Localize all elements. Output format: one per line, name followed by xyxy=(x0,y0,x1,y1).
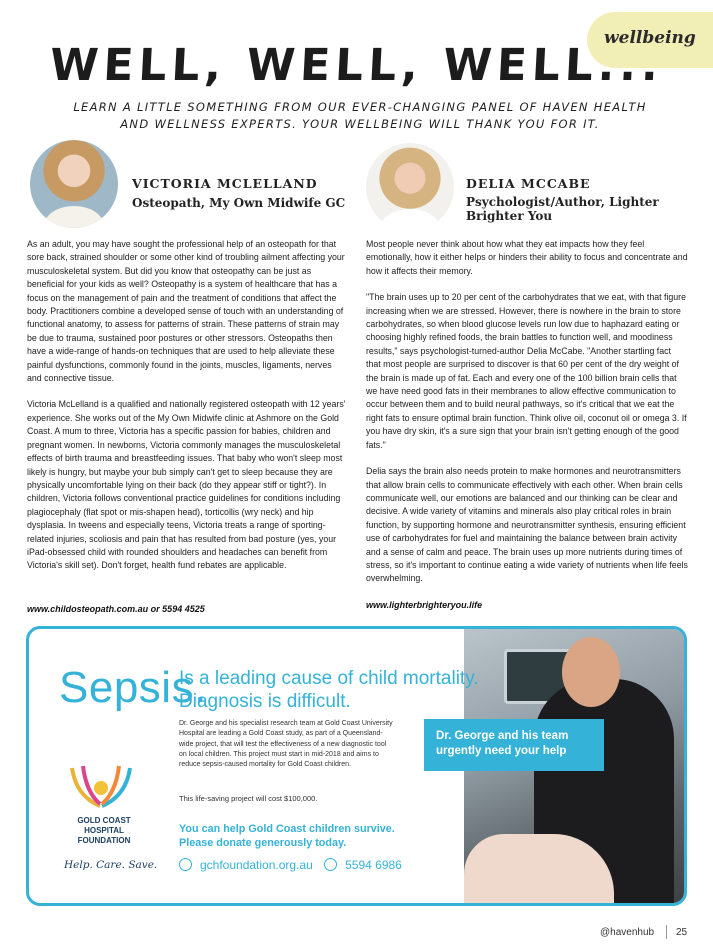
section-tab-label: wellbeing xyxy=(604,28,696,48)
phone-icon xyxy=(324,858,337,871)
ad-brand: Sepsis. xyxy=(59,663,207,712)
ad-callout: Dr. George and his team urgently need your help xyxy=(424,719,604,771)
expert-photo-victoria xyxy=(30,140,118,228)
expert-link-delia[interactable]: www.lighterbrighteryou.life xyxy=(366,600,483,610)
ad-body: Dr. George and his specialist research team at Gold Coast University Hospital are leading a Gold Coast study, as part of a Queensland-wide project, that will test the effectiveness of a new diagnostic tool on local children. This project must start in mid-2018 and aims to reduce sepsis-caused mortality for Gold Coast children. xyxy=(179,720,393,769)
expert-role: Osteopath, My Own Midwife GC xyxy=(132,196,346,210)
expert-name: VICTORIA MCLELLAND xyxy=(132,176,318,191)
foundation-logo-icon xyxy=(66,764,136,814)
page-title: WELL, WELL, WELL... xyxy=(48,40,665,91)
article-paragraph: "The brain uses up to 20 per cent of the carbohydrates that we eat, with that figure increasing when we are stressed. However, there is nowhere in the brain to store carbohydrates, so when blood glucose levels run low due to haphazard eating or choosing highly refined foods, the brain battles to function well, and moodiness results," says psychologist-turned-author Delia McCabe. "Another startling fact that most people are surprised to discover is that 60 per cent of the dry weight of the brain is made up of fat. Each and every one of the 100 billion brain cells that we have need good fats in their membranes to allow effective communication to occur between them and to build neural pathways, so it's critical that we eat the right fats to ensure optimal brain function. Think olive oil, coconut oil or omega 3. If you have dry skin, it's a sure sign that your brain isn't getting enough of the good fats." xyxy=(366,292,687,450)
expert-role: Psychologist/Author, Lighter Brighter You xyxy=(466,195,659,223)
article-paragraph: As an adult, you may have sought the professional help of an osteopath for that sore back, strained shoulder or some other kind of troubling ailment affecting your musculoskeletal system. But did you know that osteopathy can be just as beneficial for your kids as well? Osteopathy is a system of healthcare that has a focus on the management of pain and the treatment of conditions that affect the body. Practitioners combine a developed sense of touch with an understanding of functional anatomy, to assess for patterns of strain. These patterns of strain may be due to trauma, sustained poor postures or other stressors. Osteopaths then have a wide-range of hands-on techniques that are used to help alleviate these painful dysfunctions, commonly found in the joints, muscles, ligaments, nerves and connective tissue. xyxy=(27,239,345,384)
ad-headline-line1: Is a leading cause of child mortality. xyxy=(179,668,479,689)
foundation-tagline: Help. Care. Save. xyxy=(64,859,158,871)
page-subtitle: LEARN A LITTLE SOMETHING FROM OUR EVER-CHANGING PANEL OF HAVEN HEALTH AND WELLNESS EXPERTS. YOUR WELLBEING WILL THANK YOU FOR IT. xyxy=(73,100,647,131)
article-column-right xyxy=(366,238,688,599)
ad-phone-link[interactable]: 5594 6986 xyxy=(345,858,402,872)
expert-name: DELIA MCCABE xyxy=(466,176,591,191)
ad-donate-message: You can help Gold Coast children survive. Please donate generously today. xyxy=(179,823,395,849)
footer-handle: @havenhub xyxy=(600,927,655,938)
ad-website-link[interactable]: gchfoundation.org.au xyxy=(200,858,313,872)
globe-icon xyxy=(179,858,192,871)
article-paragraph: Delia says the brain also needs protein to make hormones and neurotransmitters that allow brain cells to communicate effectively with each other. When brain cells communicate well, our emotions are balanced and our thinking can be clear and decisive. A wide variety of vitamins and minerals also play critical roles in brain function, by supporting hormone and neurotransmitter synthesis, ensuring efficient use of carbohydrates for fuel and maintaining the balance between brain activity and a sense of calm and peace. The brain uses up more nutrients during times of stress, so it's important to continue eating a wide variety of nutrients when life feels overwhelming. xyxy=(366,466,688,584)
footer-divider xyxy=(666,925,667,939)
expert-photo-delia xyxy=(366,143,454,231)
ad-headline-line2: Diagnosis is difficult. xyxy=(179,691,351,712)
ad-headline xyxy=(179,667,479,713)
article-paragraph: Most people never think about how what they eat impacts how they feel emotionally, how it either helps or hinders their ability to focus and concentrate and how it affects their memory. xyxy=(366,239,688,276)
sepsis-advertisement xyxy=(26,626,687,906)
expert-link-victoria[interactable]: www.childosteopath.com.au or 5594 4525 xyxy=(27,604,205,614)
ad-cost: This life-saving project will cost $100,000. xyxy=(179,794,318,803)
article-paragraph: Victoria McLelland is a qualified and nationally registered osteopath with 12 years' experience. She works out of the My Own Midwife clinic at Ashmore on the Gold Coast. A mum to three, Victoria has a specific passion for babies, children and pregnant women. In newborns, Victoria commonly manages the musculoskeletal effects of birth trauma and breastfeeding issues. That baby who won't sleep most likely is hungry, but maybe your bub simply can't get to sleep because they are physically uncomfortable lying on their back (do they appear stiff or tight?). In children, Victoria follows conventional practice guidelines for conditions including plagiocephaly (flat spot or mis-shapen head), torticollis (wry neck) and hip dysplasia. In tweens and especially teens, Victoria treats a range of sporting-related injuries, scoliosis and pain that has resulted from bad posture (yes, your iPad-obsessed child with rounded shoulders and headaches can benefit from Victoria's skill set). Don't forget, health fund rebates are applicable. xyxy=(27,399,346,571)
article-column-left xyxy=(27,238,347,586)
foundation-name: GOLD COAST HOSPITAL FOUNDATION xyxy=(77,816,131,845)
page-number: 25 xyxy=(676,927,688,938)
ad-contact xyxy=(179,858,410,872)
